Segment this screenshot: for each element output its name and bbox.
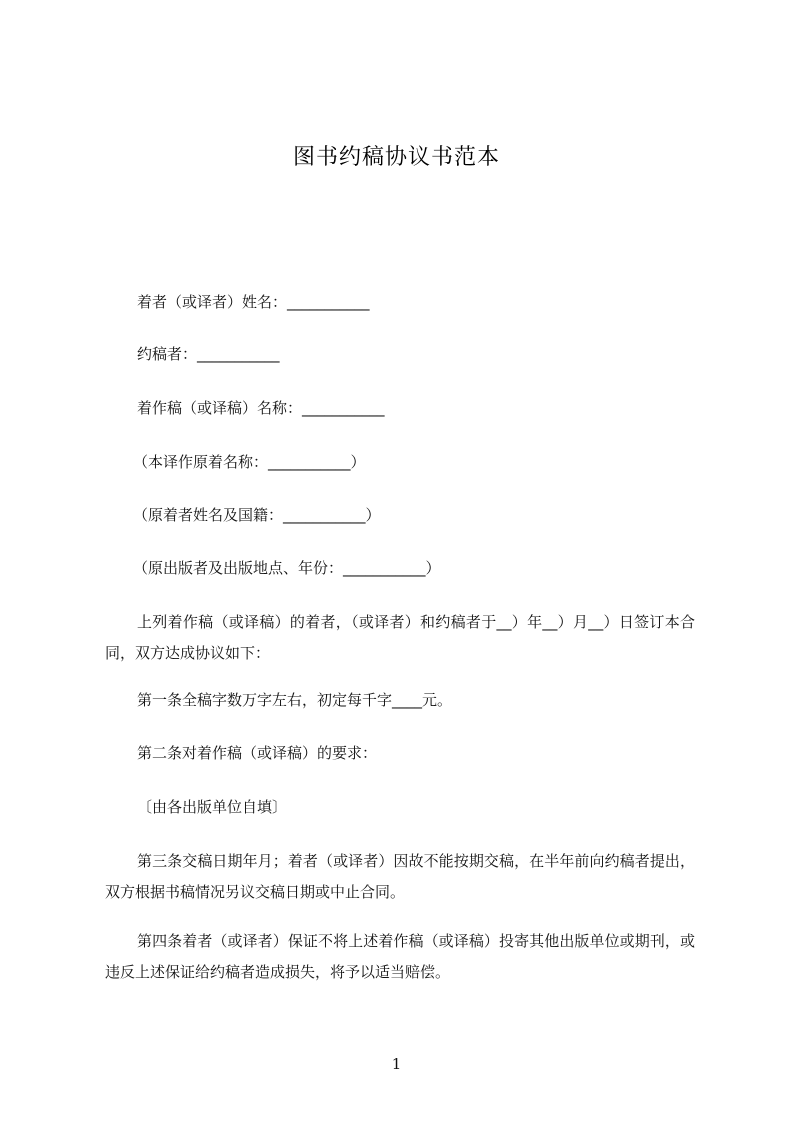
article-3: 第三条交稿日期年月；着者（或译者）因故不能按期交稿，在半年前向约稿者提出，双方根据书稿情况另议交稿日期或中止合同。 — [105, 852, 695, 901]
article-2: 第二条对着作稿（或译稿）的要求： — [137, 744, 378, 762]
field-commissioner: 约稿者：___________ — [137, 345, 280, 363]
article-2-note: 〔由各出版单位自填〕 — [137, 798, 288, 816]
intro-paragraph: 上列着作稿（或译稿）的着者，（或译者）和约稿者于__）年__）月__）日签订本合同，双方达成协议如下： — [105, 613, 695, 662]
field-original-title: （本译作原着名称：___________） — [133, 453, 366, 471]
article-1: 第一条全稿字数万字左右，初定每千字____元。 — [137, 691, 453, 709]
field-original-publisher: （原出版者及出版地点、年份：___________） — [133, 559, 441, 577]
document-title: 图书约稿协议书范本 — [292, 145, 500, 170]
article-4: 第四条着者（或译者）保证不将上述着作稿（或译稿）投寄其他出版单位或期刊，或违反上述保证给约稿者造成损失，将予以适当赔偿。 — [105, 932, 695, 981]
field-work-title: 着作稿（或译稿）名称：___________ — [137, 399, 385, 417]
field-original-author: （原着者姓名及国籍：___________） — [133, 506, 381, 524]
field-author-name: 着者（或译者）姓名：___________ — [137, 293, 370, 311]
page-number: 1 — [391, 1055, 402, 1073]
